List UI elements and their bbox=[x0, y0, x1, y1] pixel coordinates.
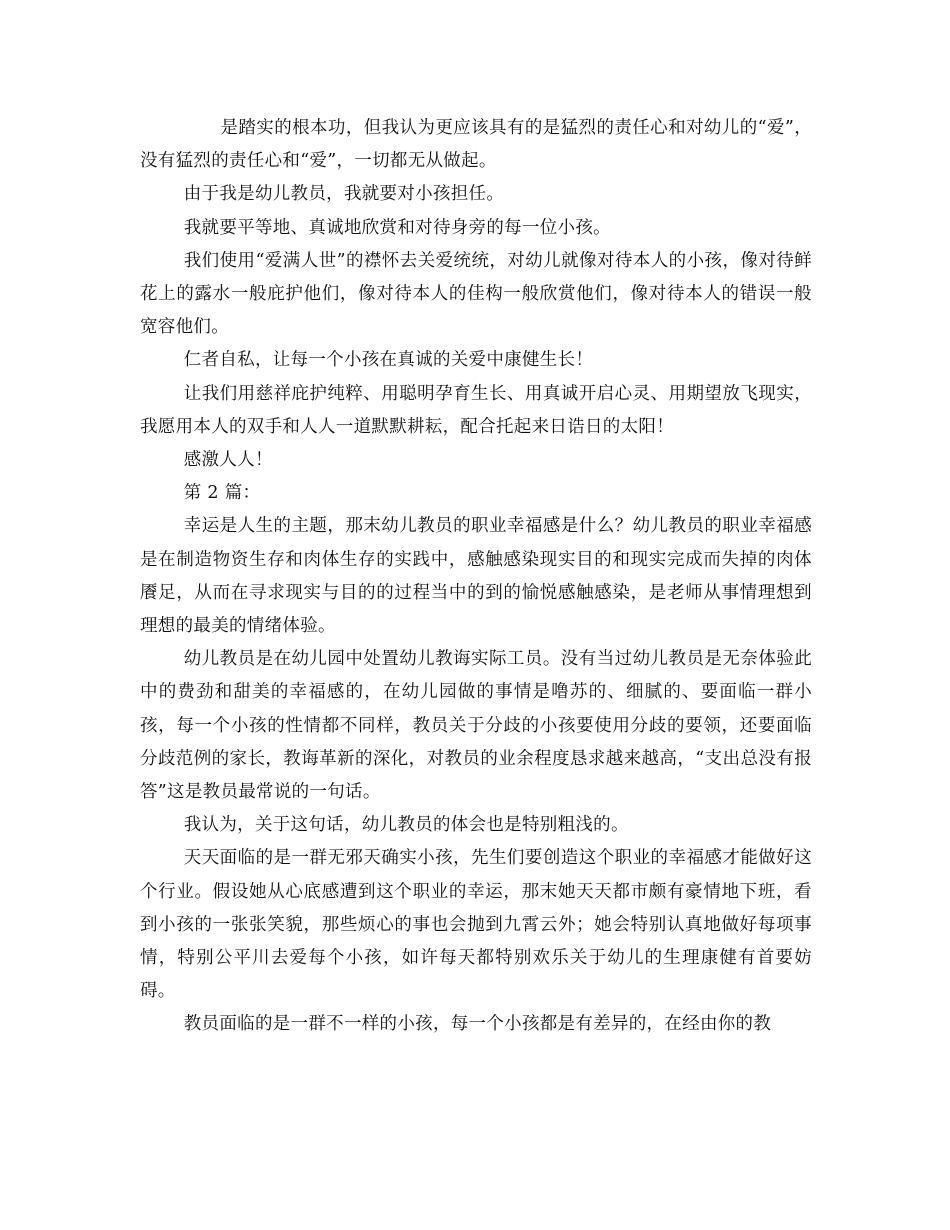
paragraph: 让我们用慈祥庇护纯粹、用聪明孕育生长、用真诚开启心灵、用期望放飞现实，我愿用本人的双手和人人一道默默耕耘，配合托起来日诰日的太阳！ bbox=[140, 383, 812, 437]
paragraph: 由于我是幼儿教员，我就要对小孩担任。 bbox=[183, 184, 505, 205]
paragraph: 我们使用“爱满人世”的襟怀去关爱统统，对幼儿就像对待本人的小孩，像对待鲜花上的露水一般庇护他们，像对待本人的佳构一般欣赏他们，像对待本人的错误一般宽容他们。 bbox=[140, 250, 812, 338]
paragraph: 我认为，关于这句话，幼儿教员的体会也是特别粗浅的。 bbox=[183, 815, 629, 836]
paragraph: 仁者自私，让每一个小孩在真诚的关爱中康健生长！ bbox=[183, 350, 594, 371]
paragraph: 幸运是人生的主题，那末幼儿教员的职业幸福感是什么？幼儿教员的职业幸福感是在制造物资生存和肉体生存的实践中，感触感染现实目的和现实完成而失掉的肉体餍足，从而在寻求现实与目的的过程当中的到的愉悦感触感染，是老师从事情理想到理想的最美的情绪体验。 bbox=[140, 516, 812, 637]
paragraph: 教员面临的是一群不一样的小孩，每一个小孩都是有差异的，在经由你的教 bbox=[183, 1014, 772, 1035]
document-body bbox=[140, 112, 812, 1042]
paragraph: 我就要平等地、真诚地欣赏和对待身旁的每一位小孩。 bbox=[183, 217, 611, 238]
paragraph: 感激人人！ bbox=[183, 450, 273, 471]
paragraph: 天天面临的是一群无邪天确实小孩，先生们要创造这个职业的幸福感才能做好这个行业。假设她从心底感遭到这个职业的幸运，那末她天天都市颇有豪情地下班，看到小孩的一张张笑貌，那些烦心的事也会抛到九霄云外；她会特别认真地做好每项事情，特别公平川去爱每个小孩，如许每天都特别欢乐关于幼儿的生理康健有首要妨碍。 bbox=[140, 848, 812, 1002]
paragraph: 幼儿教员是在幼儿园中处置幼儿教诲实际工员。没有当过幼儿教员是无奈体验此中的费劲和甜美的幸福感的，在幼儿园做的事情是噜苏的、细腻的、要面临一群小孩，每一个小孩的性情都不同样，教员关于分歧的小孩要使用分歧的要领，还要面临分歧范例的家长，教诲革新的深化，对教员的业余程度恳求越来越高，“支出总没有报答”这是教员最常说的一句话。 bbox=[140, 649, 812, 803]
section-heading: 第 2 篇： bbox=[183, 483, 261, 504]
paragraph: 是踏实的根本功，但我认为更应该具有的是猛烈的责任心和对幼儿的“爱”，没有猛烈的责任心和“爱”，一切都无从做起。 bbox=[140, 118, 812, 172]
